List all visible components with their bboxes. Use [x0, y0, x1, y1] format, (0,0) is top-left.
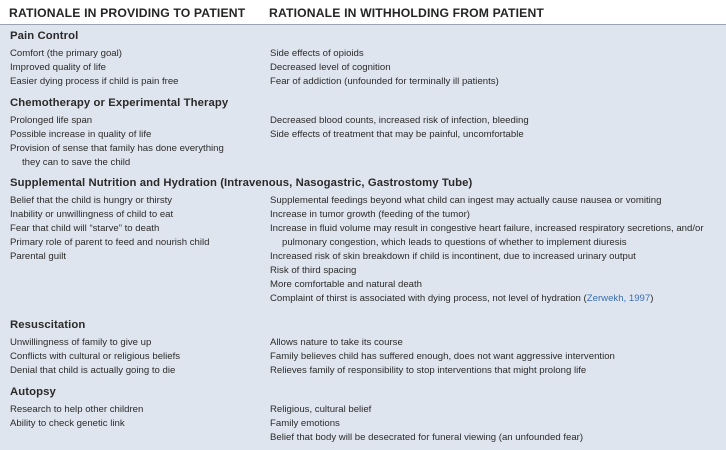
withholding-item: Increase in tumor growth (feeding of the tumor) [270, 209, 470, 220]
providing-item: Unwillingness of family to give up [10, 337, 152, 348]
section-title: Chemotherapy or Experimental Therapy [10, 97, 229, 109]
section-title: Supplemental Nutrition and Hydration (Intravenous, Nasogastric, Gastrostomy Tube) [10, 177, 473, 189]
table-header [0, 0, 726, 25]
withholding-item: Increase in fluid volume may result in congestive heart failure, increased respiratory secretions, and/or [270, 223, 704, 234]
withholding-item: Religious, cultural belief [270, 404, 372, 415]
providing-item: Possible increase in quality of life [10, 129, 152, 140]
providing-item: Denial that child is actually going to die [10, 365, 176, 376]
withholding-item: Side effects of opioids [270, 48, 364, 59]
providing-item: Belief that the child is hungry or thirsty [10, 195, 173, 206]
providing-item: Improved quality of life [10, 62, 106, 73]
table-body [0, 27, 726, 450]
withholding-item: Allows nature to take its course [270, 337, 403, 348]
providing-item: Research to help other children [10, 404, 144, 415]
section-title: Pain Control [10, 30, 79, 42]
citation-close: ) [650, 293, 654, 304]
withholding-item: Decreased level of cognition [270, 62, 391, 73]
providing-item: Provision of sense that family has done everything [10, 143, 224, 154]
providing-item: they can to save the child [22, 157, 131, 168]
withholding-item: More comfortable and natural death [270, 279, 422, 290]
providing-item: Easier dying process if child is pain free [10, 76, 179, 87]
providing-item: Fear that child will “starve” to death [10, 223, 160, 234]
providing-item: Parental guilt [10, 251, 66, 262]
providing-item: Prolonged life span [10, 115, 93, 126]
withholding-item: Side effects of treatment that may be painful, uncomfortable [270, 129, 524, 140]
withholding-item: Increased risk of skin breakdown if child is incontinent, due to increased urinary output [270, 251, 636, 262]
section-title: Autopsy [10, 386, 56, 398]
section-title: Resuscitation [10, 319, 86, 331]
providing-item: Primary role of parent to feed and nourish child [10, 237, 210, 248]
providing-item: Ability to check genetic link [10, 418, 125, 429]
providing-item: Conflicts with cultural or religious beliefs [10, 351, 181, 362]
withholding-item: Fear of addiction (unfounded for terminally ill patients) [270, 76, 499, 87]
withholding-item: Supplemental feedings beyond what child can ingest may actually cause nausea or vomiting [270, 195, 662, 206]
providing-item: Inability or unwillingness of child to eat [10, 209, 174, 220]
withholding-item: Belief that body will be desecrated for funeral viewing (an unfounded fear) [270, 432, 584, 443]
providing-item: Comfort (the primary goal) [10, 48, 122, 59]
withholding-item: Family emotions [270, 418, 340, 429]
withholding-item: Family believes child has suffered enough, does not want aggressive intervention [270, 351, 615, 362]
header-providing: RATIONALE IN PROVIDING TO PATIENT [9, 6, 246, 20]
withholding-item: Relieves family of responsibility to stop interventions that might prolong life [270, 365, 587, 376]
withholding-item: Risk of third spacing [270, 265, 357, 276]
withholding-text: Complaint of thirst is associated with dying process, not level of hydration ( [270, 293, 587, 304]
withholding-item: Decreased blood counts, increased risk of infection, bleeding [270, 115, 529, 126]
withholding-item: pulmonary congestion, which leads to questions of whether to implement diuresis [282, 237, 627, 248]
withholding-item [270, 292, 653, 305]
citation-link[interactable]: Zerwekh, 1997 [586, 293, 651, 304]
header-withholding: RATIONALE IN WITHHOLDING FROM PATIENT [269, 6, 544, 20]
